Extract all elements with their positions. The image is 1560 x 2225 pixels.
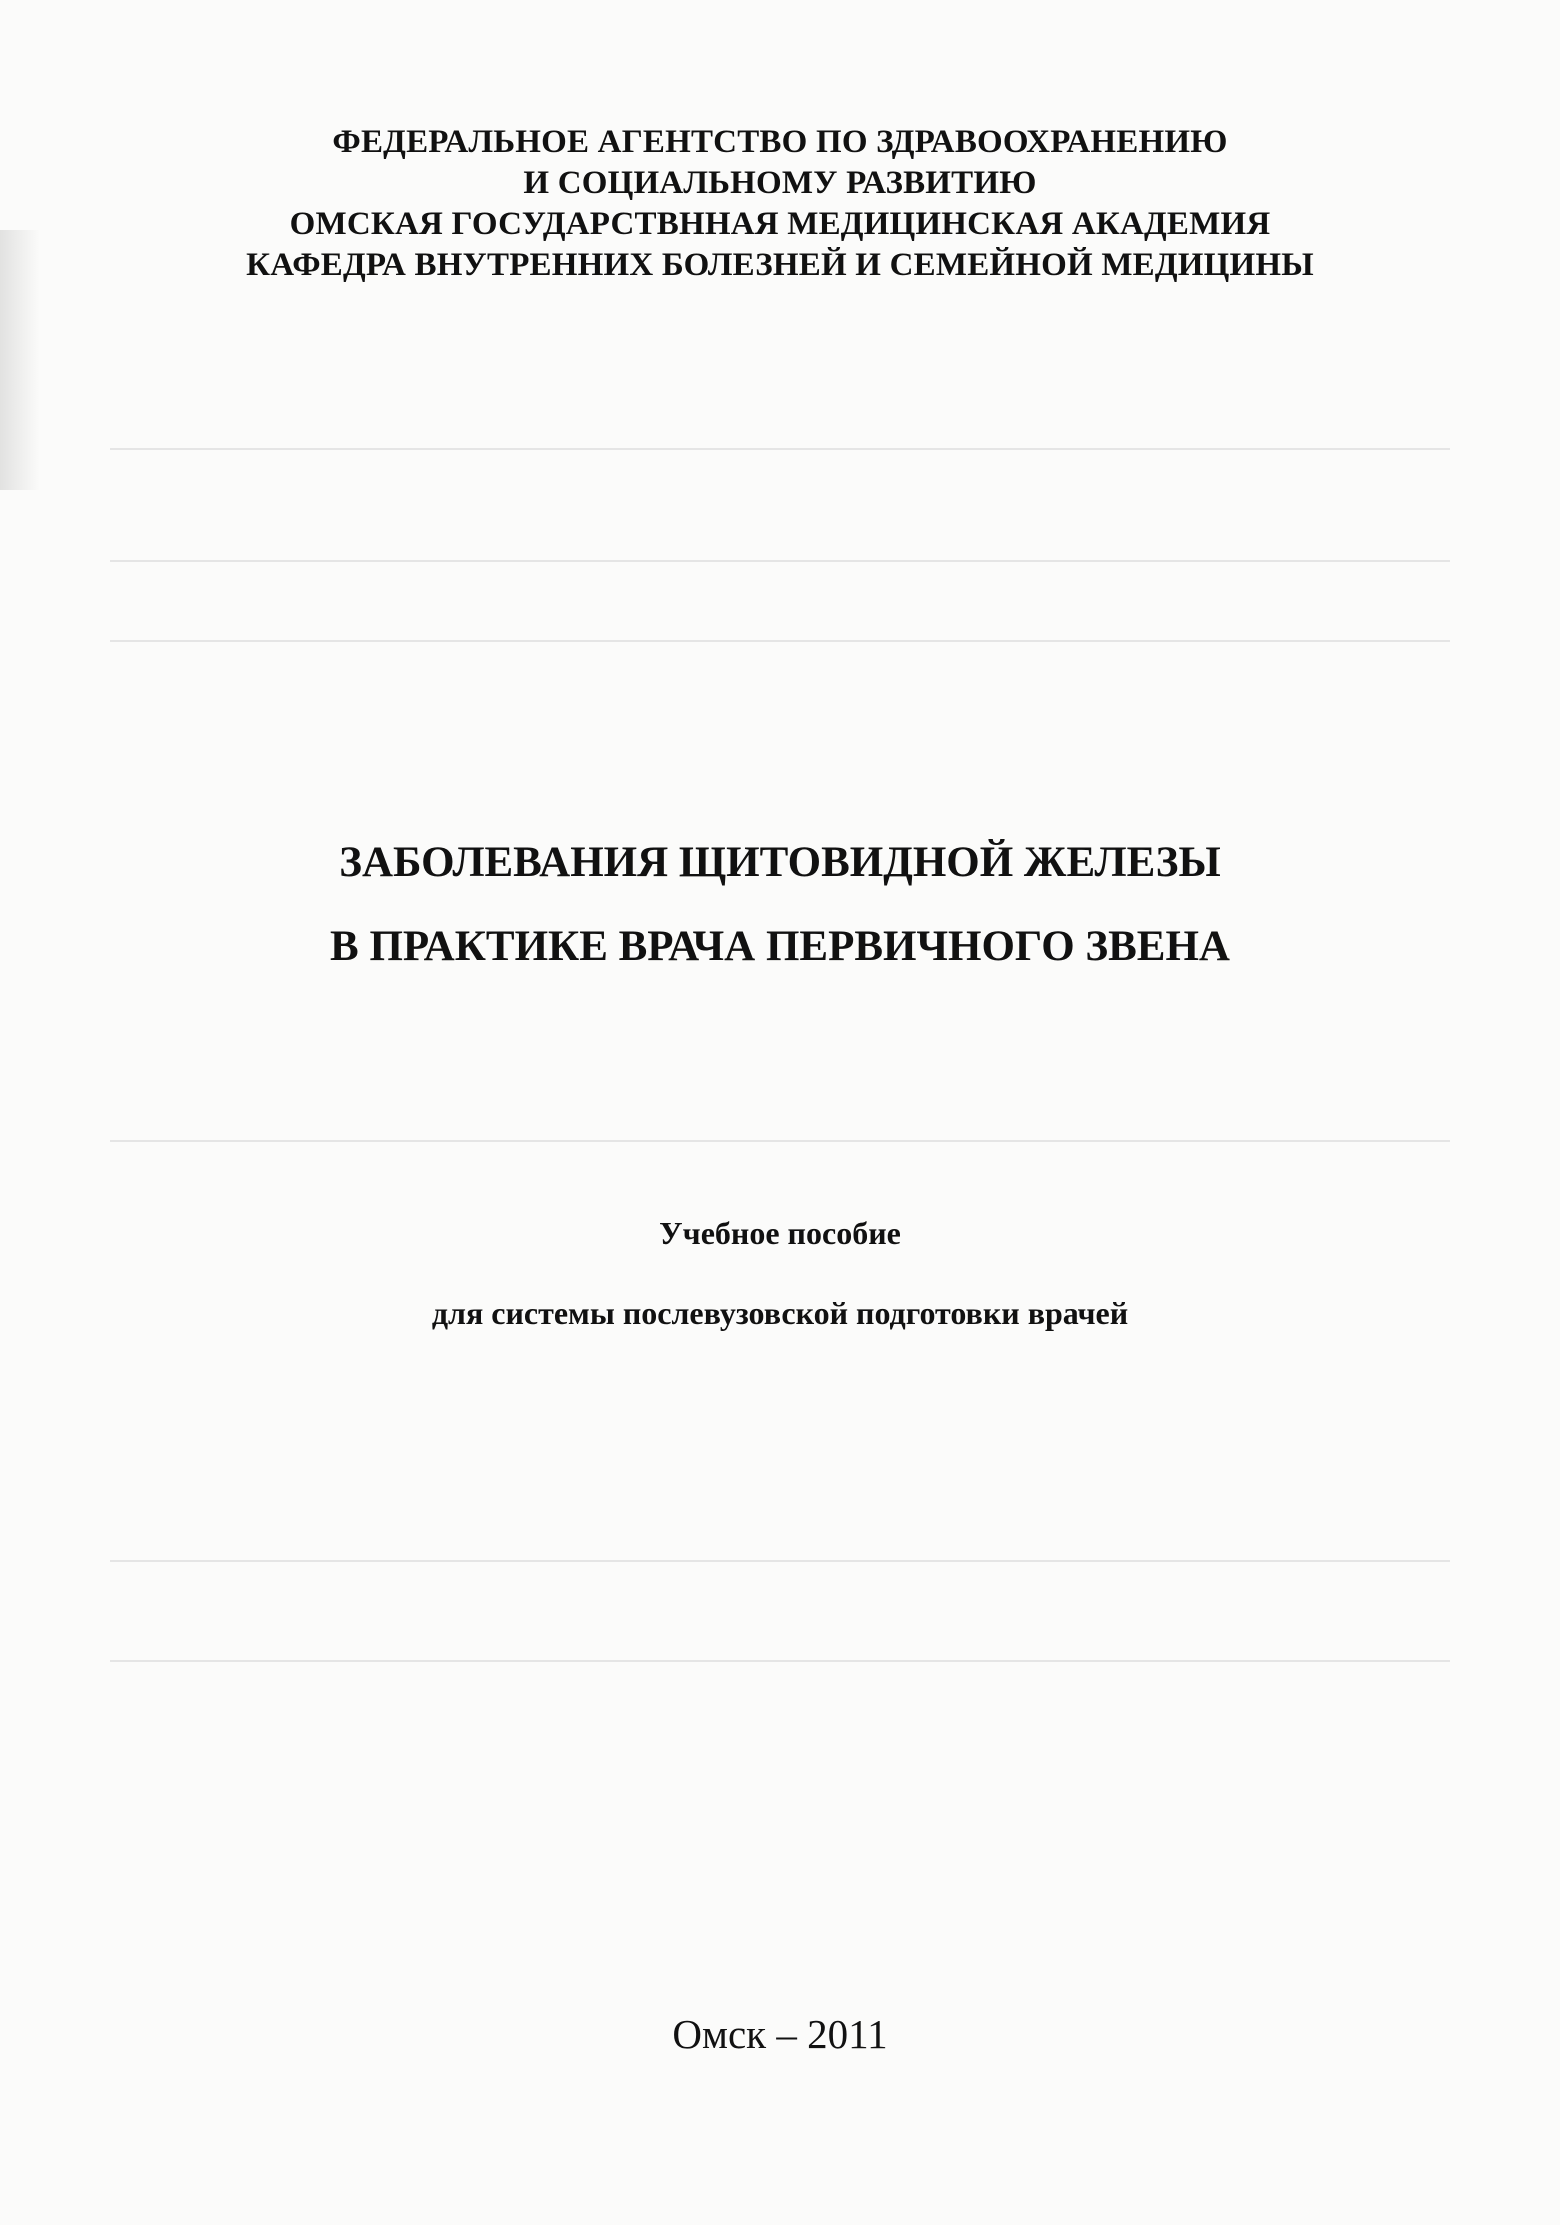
show-through-line (110, 1660, 1450, 1662)
institution-header (0, 122, 1560, 286)
book-title-line-1: ЗАБОЛЕВАНИЯ ЩИТОВИДНОЙ ЖЕЛЕЗЫ (339, 839, 1221, 886)
show-through-line (110, 560, 1450, 562)
show-through-line (110, 448, 1450, 450)
book-title-line-2: В ПРАКТИКЕ ВРАЧА ПЕРВИЧНОГО ЗВЕНА (330, 923, 1230, 970)
city-and-year: Омск – 2011 (672, 2011, 888, 2057)
header-line-agency: ФЕДЕРАЛЬНОЕ АГЕНТСТВО ПО ЗДРАВООХРАНЕНИЮ (332, 124, 1228, 160)
show-through-line (110, 640, 1450, 642)
show-through-line (110, 1560, 1450, 1562)
header-line-agency-cont: И СОЦИАЛЬНОМУ РАЗВИТИЮ (523, 165, 1037, 201)
target-audience: для системы послевузовской подготовки врачей (431, 1295, 1129, 1331)
header-line-academy: ОМСКАЯ ГОСУДАРСТВННАЯ МЕДИЦИНСКАЯ АКАДЕМИЯ (289, 206, 1271, 242)
publication-type: Учебное пособие (659, 1215, 901, 1251)
header-line-department: КАФЕДРА ВНУТРЕННИХ БОЛЕЗНЕЙ И СЕМЕЙНОЙ МЕДИЦИНЫ (246, 247, 1314, 283)
show-through-line (110, 1140, 1450, 1142)
